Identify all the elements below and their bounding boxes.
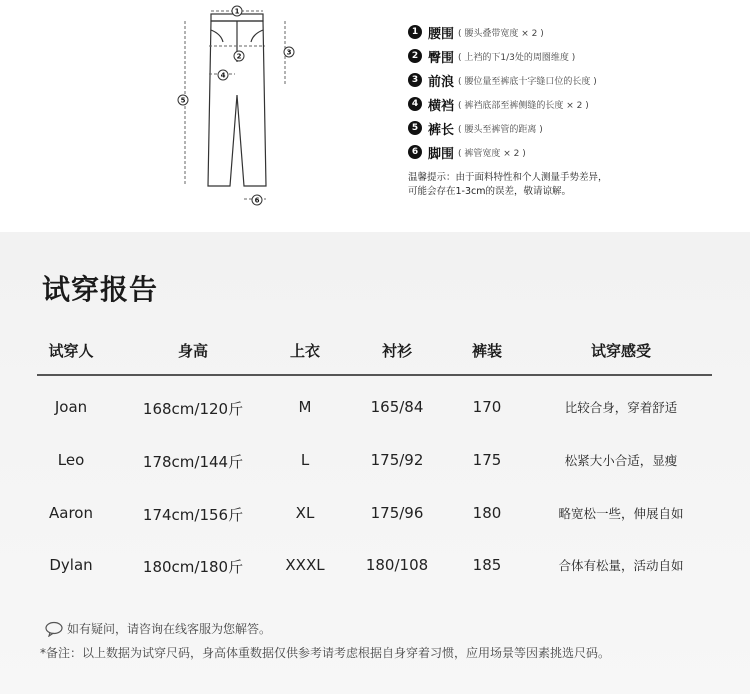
legend-item-thigh xyxy=(408,92,597,116)
legend-item-waist xyxy=(408,20,597,44)
cell-top: XL xyxy=(295,504,315,522)
legend-desc: ( 腰头至裤管的距离 ) xyxy=(458,124,543,135)
cell-pants: 175 xyxy=(472,451,502,469)
header-divider xyxy=(37,374,712,376)
number-badge: 2 xyxy=(408,49,422,63)
cell-height: 178cm/144斤 xyxy=(142,453,244,471)
cell-top: XXXL xyxy=(285,556,325,574)
measurement-legend xyxy=(408,20,597,164)
cell-shirt: 165/84 xyxy=(370,398,424,416)
legend-name: 腰围 xyxy=(428,26,455,42)
legend-desc: ( 裤管宽度 × 2 ) xyxy=(458,148,526,159)
legend-name: 臀围 xyxy=(428,50,455,66)
header-top: 上衣 xyxy=(289,342,321,360)
cell-height: 174cm/156斤 xyxy=(142,506,244,524)
number-badge: 1 xyxy=(408,25,422,39)
cell-tester: Leo xyxy=(57,451,85,469)
header-pants: 裤装 xyxy=(471,342,503,360)
number-badge: 4 xyxy=(408,97,422,111)
help-text: 如有疑问，请咨询在线客服为您解答。 xyxy=(67,622,272,636)
cell-top: M xyxy=(298,398,312,416)
cell-shirt: 175/96 xyxy=(370,504,424,522)
header-shirt: 衬衫 xyxy=(381,342,413,360)
cell-feeling: 略宽松一些，伸展自如 xyxy=(558,506,684,521)
report-title: 试穿报告 xyxy=(42,273,159,306)
number-badge: 5 xyxy=(408,121,422,135)
cell-shirt: 175/92 xyxy=(370,451,424,469)
pants-diagram xyxy=(165,0,305,215)
legend-desc: ( 腰头叠带宽度 × 2 ) xyxy=(458,28,544,39)
marker-1: 1 xyxy=(234,7,240,16)
cell-height: 168cm/120斤 xyxy=(142,400,244,418)
cell-shirt: 180/108 xyxy=(365,556,429,574)
marker-5: 5 xyxy=(180,96,186,105)
table-header xyxy=(0,340,750,368)
legend-name: 横裆 xyxy=(428,98,455,114)
legend-desc: ( 腰位量至裤底十字缝口位的长度 ) xyxy=(458,76,597,87)
header-height: 身高 xyxy=(177,342,209,360)
cell-feeling: 比较合身，穿着舒适 xyxy=(564,400,678,415)
table-row xyxy=(0,556,750,586)
cell-pants: 170 xyxy=(472,398,502,416)
marker-3: 3 xyxy=(286,48,292,57)
cell-feeling: 合体有松量，活动自如 xyxy=(558,558,684,573)
measurement-note xyxy=(408,171,608,199)
legend-desc: ( 上裆的下1/3处的周圈维度 ) xyxy=(458,52,576,63)
cell-tester: Joan xyxy=(54,398,88,416)
number-badge: 3 xyxy=(408,73,422,87)
table-row xyxy=(0,451,750,481)
marker-2: 2 xyxy=(236,52,242,61)
legend-item-hip xyxy=(408,44,597,68)
legend-item-hem xyxy=(408,140,597,164)
marker-6: 6 xyxy=(254,196,260,205)
cell-feeling: 松紧大小合适，显瘦 xyxy=(564,453,678,468)
cell-pants: 180 xyxy=(472,504,502,522)
header-feeling: 试穿感受 xyxy=(590,342,652,360)
legend-name: 裤长 xyxy=(428,122,455,138)
legend-item-length xyxy=(408,116,597,140)
legend-name: 脚围 xyxy=(428,146,455,162)
cell-top: L xyxy=(300,451,310,469)
header-tester: 试穿人 xyxy=(48,342,94,360)
legend-item-front-rise xyxy=(408,68,597,92)
help-line xyxy=(44,620,271,637)
remark-text: *备注：以上数据为试穿尺码，身高体重数据仅供参考请考虑根据自身穿着习惯，应用场景等因素挑选尺码。 xyxy=(40,646,611,660)
legend-name: 前浪 xyxy=(428,74,455,90)
marker-4: 4 xyxy=(220,71,226,80)
cell-height: 180cm/180斤 xyxy=(142,558,244,576)
cell-pants: 185 xyxy=(472,556,502,574)
note-line-1: 温馨提示：由于面料特性和个人测量手势差异， xyxy=(408,172,608,183)
table-row xyxy=(0,398,750,428)
cell-tester: Dylan xyxy=(49,556,93,574)
legend-desc: ( 裤裆底部至裤侧缝的长度 × 2 ) xyxy=(458,100,589,111)
table-row xyxy=(0,504,750,534)
cell-tester: Aaron xyxy=(49,504,93,522)
note-line-2: 可能会存在1-3cm的误差，敬请谅解。 xyxy=(408,186,571,197)
chat-icon xyxy=(44,621,64,637)
number-badge: 6 xyxy=(408,145,422,159)
size-guide-panel xyxy=(0,0,750,232)
